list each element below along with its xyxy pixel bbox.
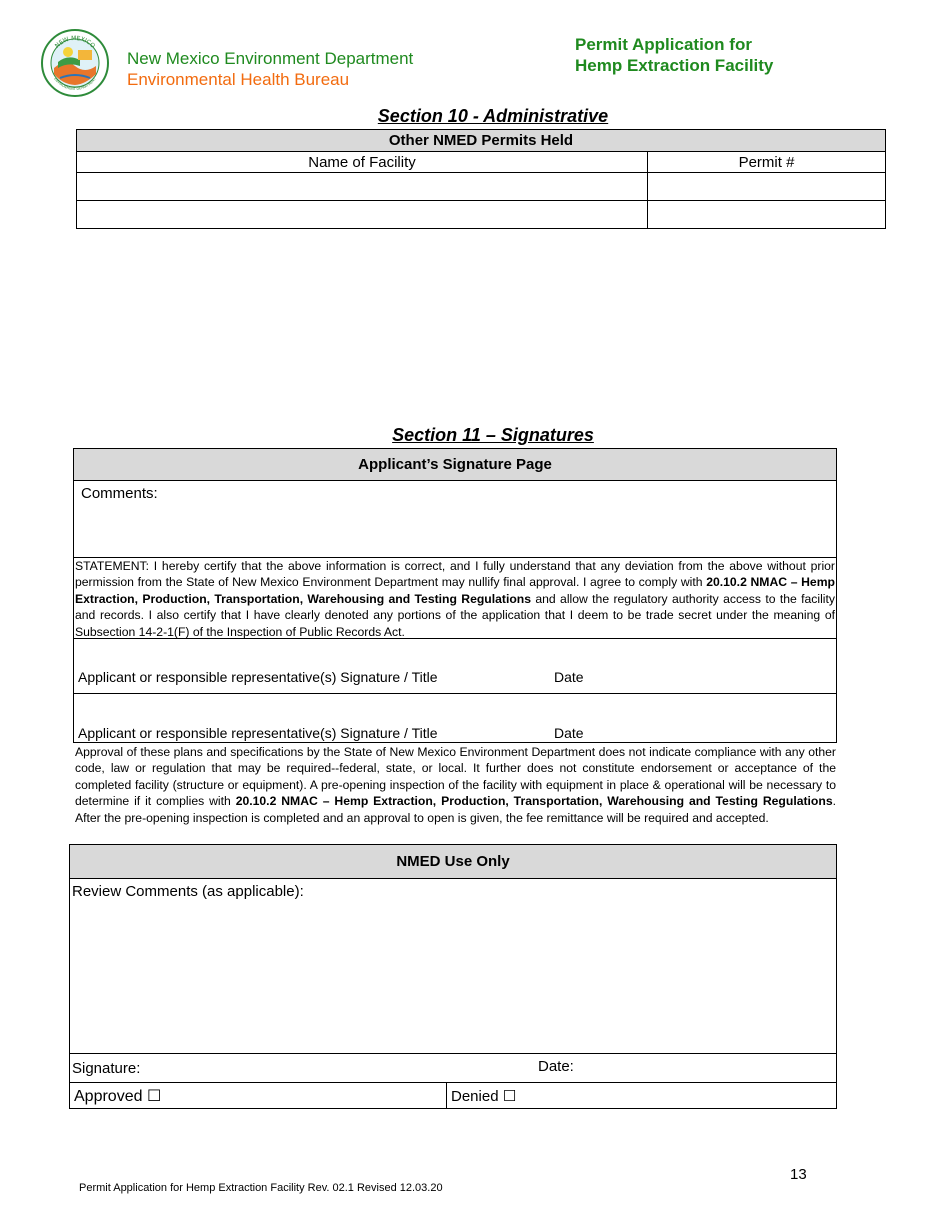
nmed-seal-logo-icon [40, 28, 110, 98]
permit-number-cell[interactable] [648, 173, 886, 201]
statement-text-2: and allow the regulatory authority access to the facility and records. I also certify that I have clearly denoted any portions of the application that I deem to be trade secret under the meaning of Subsection 14-2-1(F) of the Inspection of Public Records Act. [75, 591, 835, 639]
review-comments-field[interactable] [70, 879, 837, 1054]
applicant-signature-header: Applicant’s Signature Page [74, 449, 836, 481]
approval-text: Approval of these plans and specifications by the State of New Mexico Environment Department does not indicate compliance with any other code, law or regulation that may be required--federal, state, or local. It further does not constitute endorsement or acceptance of the completed facility (structure or equipment). A pre-opening inspection of the facility with equipment in place & operational will be necessary to determine if it complies with [75, 745, 836, 809]
signature-line-2[interactable] [74, 694, 836, 742]
permit-number-cell[interactable] [648, 201, 886, 229]
approval-regulation: 20.10.2 NMAC – Hemp Extraction, Production, Transportation, Warehousing and Testing Regulations [235, 794, 833, 809]
nmed-use-only-table [69, 844, 837, 1109]
facility-name-cell[interactable] [77, 201, 648, 229]
comments-label: Comments: [81, 485, 158, 502]
application-title-line2: Hemp Extraction Facility [575, 56, 774, 75]
denied-checkbox[interactable]: Denied ☐ [447, 1083, 837, 1109]
date-label: Date [554, 725, 584, 741]
section11-title: Section 11 – Signatures [392, 425, 594, 445]
approval-disclaimer [75, 744, 836, 826]
review-comments-label: Review Comments (as applicable): [72, 883, 304, 900]
nmed-signature-label: Signature: [72, 1059, 141, 1077]
nmed-use-only-header: NMED Use Only [70, 845, 837, 879]
table-row [77, 173, 886, 201]
page-number: 13 [790, 1166, 807, 1183]
application-title [575, 34, 773, 76]
other-permits-header: Other NMED Permits Held [77, 130, 886, 152]
statement-text: STATEMENT: I hereby certify that the above information is correct, and I fully understand that any deviation from the above without prior permission from the State of New Mexico Environment Department may nullify final approval. I agree to comply with [75, 559, 835, 590]
application-title-line1: Permit Application for [575, 35, 752, 54]
signature-line-1[interactable] [74, 639, 836, 694]
nmed-date-label: Date: [538, 1058, 574, 1075]
logo-text-bottom: ENVIRONMENT DEPARTMENT [53, 76, 97, 92]
signature-label: Applicant or responsible representative(s) Signature / Title [78, 725, 438, 741]
approved-checkbox[interactable]: Approved ☐ [70, 1083, 447, 1109]
comments-field[interactable] [74, 481, 836, 558]
date-label: Date [554, 669, 584, 685]
logo-text-top: NEW MEXICO [53, 34, 97, 50]
table-row [77, 201, 886, 229]
facility-name-cell[interactable] [77, 173, 648, 201]
column-facility-name: Name of Facility [77, 152, 648, 173]
section10-title: Section 10 - Administrative [377, 106, 609, 126]
statement-regulation: 20.10.2 NMAC – Hemp Extraction, Production, Transportation, Warehousing and Testing Regulations [75, 575, 835, 606]
department-name [127, 48, 413, 90]
other-permits-table [76, 129, 886, 229]
footer-text: Permit Application for Hemp Extraction Facility Rev. 02.1 Revised 12.03.20 [79, 1182, 443, 1194]
signature-label: Applicant or responsible representative(s) Signature / Title [78, 669, 438, 685]
department-line1: New Mexico Environment Department [127, 49, 414, 68]
applicant-signature-table [73, 448, 837, 743]
certification-statement [74, 558, 836, 639]
nmed-signature-line[interactable] [70, 1054, 837, 1083]
column-permit-number: Permit # [648, 152, 886, 173]
department-line2: Environmental Health Bureau [127, 70, 350, 89]
approval-text-2: . After the pre-opening inspection is completed and an approval to open is given, the fee remittance will be required and accepted. [75, 794, 836, 825]
